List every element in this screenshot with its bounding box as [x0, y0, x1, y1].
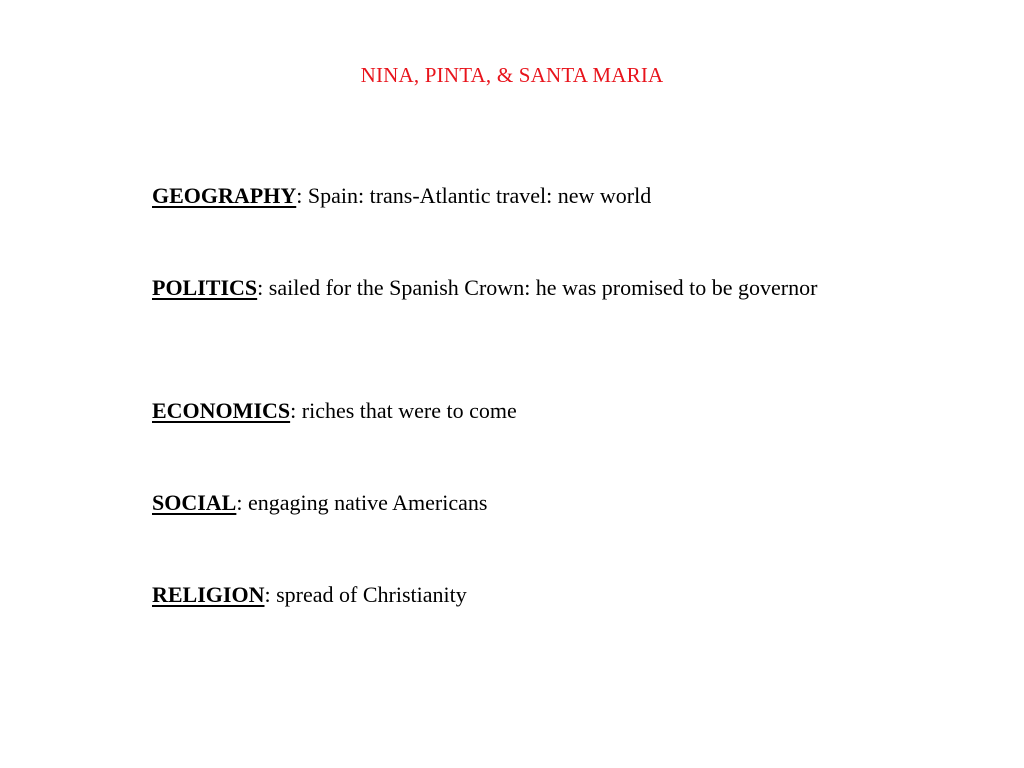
description-social: engaging native Americans	[242, 490, 488, 515]
list-item-politics	[152, 272, 892, 303]
term-politics: POLITICS	[152, 275, 258, 300]
separator: :	[264, 582, 271, 607]
description-religion: spread of Christianity	[270, 582, 467, 607]
description-economics: riches that were to come	[296, 398, 517, 423]
separator: :	[236, 490, 243, 515]
term-religion: RELIGION	[152, 582, 265, 607]
slide-title: NINA, PINTA, & SANTA MARIA	[360, 63, 664, 87]
separator: :	[296, 183, 303, 208]
separator: :	[257, 275, 264, 300]
term-economics: ECONOMICS	[152, 398, 291, 423]
separator: :	[290, 398, 297, 423]
description-politics: sailed for the Spanish Crown: he was promised to be governor	[263, 275, 818, 300]
list-item-economics	[152, 395, 892, 426]
term-geography: GEOGRAPHY	[152, 183, 297, 208]
list-item-social	[152, 487, 892, 518]
list-item-religion	[152, 579, 892, 610]
description-geography: Spain: trans-Atlantic travel: new world	[302, 183, 652, 208]
list-item-geography	[152, 180, 892, 211]
term-social: SOCIAL	[152, 490, 237, 515]
